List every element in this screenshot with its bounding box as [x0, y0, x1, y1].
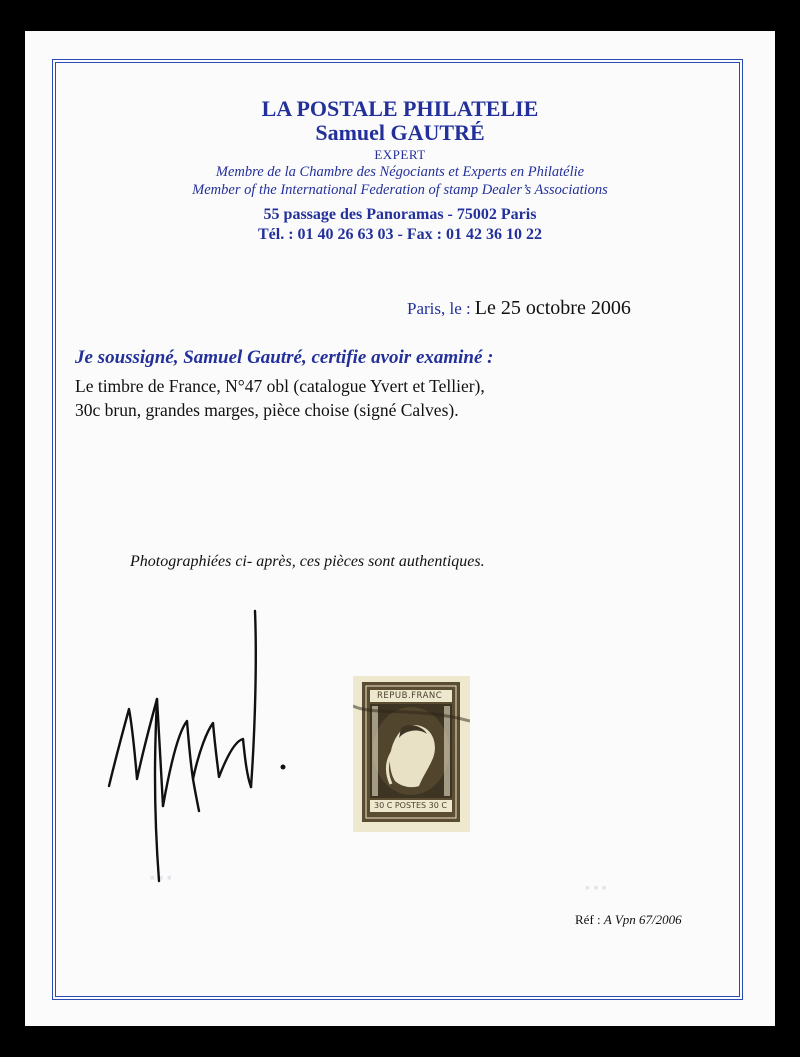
membership-en: Member of the International Federation of stamp Dealer’s Associations — [192, 182, 608, 198]
place-date — [407, 297, 631, 320]
reference-label: Réf : — [575, 912, 601, 927]
stamp-description-line: Le timbre de France, N°47 obl (catalogue Yvert et Tellier), — [75, 376, 485, 396]
stamp-top-text: REPUB.FRANC — [377, 691, 443, 701]
faint-bleed-mark: ▪ ▪ ▪ — [585, 881, 607, 896]
faint-bleed-mark: ▪ ▪ ▪ — [150, 871, 172, 886]
membership-fr: Membre de la Chambre des Négociants et Experts en Philatélie — [215, 164, 585, 180]
certificate-page — [25, 31, 775, 1026]
expert-name: Samuel GAUTRÉ — [315, 120, 485, 145]
letterhead — [25, 97, 775, 245]
reference-value: A Vpn 67/2006 — [603, 912, 682, 927]
stamp-photo — [353, 676, 470, 832]
company-name: LA POSTALE PHILATELIE — [261, 96, 539, 121]
reference — [575, 912, 682, 928]
phone-fax: Tél. : 01 40 26 63 03 - Fax : 01 42 36 10 22 — [258, 226, 542, 243]
date-value: Le 25 octobre 2006 — [474, 297, 631, 319]
expert-title: EXPERT — [374, 147, 426, 162]
handwritten-signature — [95, 581, 295, 911]
stamp-bottom-text: 30 C POSTES 30 C — [374, 801, 447, 810]
address: 55 passage des Panoramas - 75002 Paris — [263, 206, 537, 223]
certification-statement: Je soussigné, Samuel Gautré, certifie avoir examiné : — [75, 347, 494, 368]
stamp-description-line: 30c brun, grandes marges, pièce choise (signé Calves). — [75, 400, 459, 420]
place-label: Paris, le : — [407, 299, 471, 318]
authenticity-statement: Photographiées ci- après, ces pièces sont authentiques. — [130, 553, 485, 570]
